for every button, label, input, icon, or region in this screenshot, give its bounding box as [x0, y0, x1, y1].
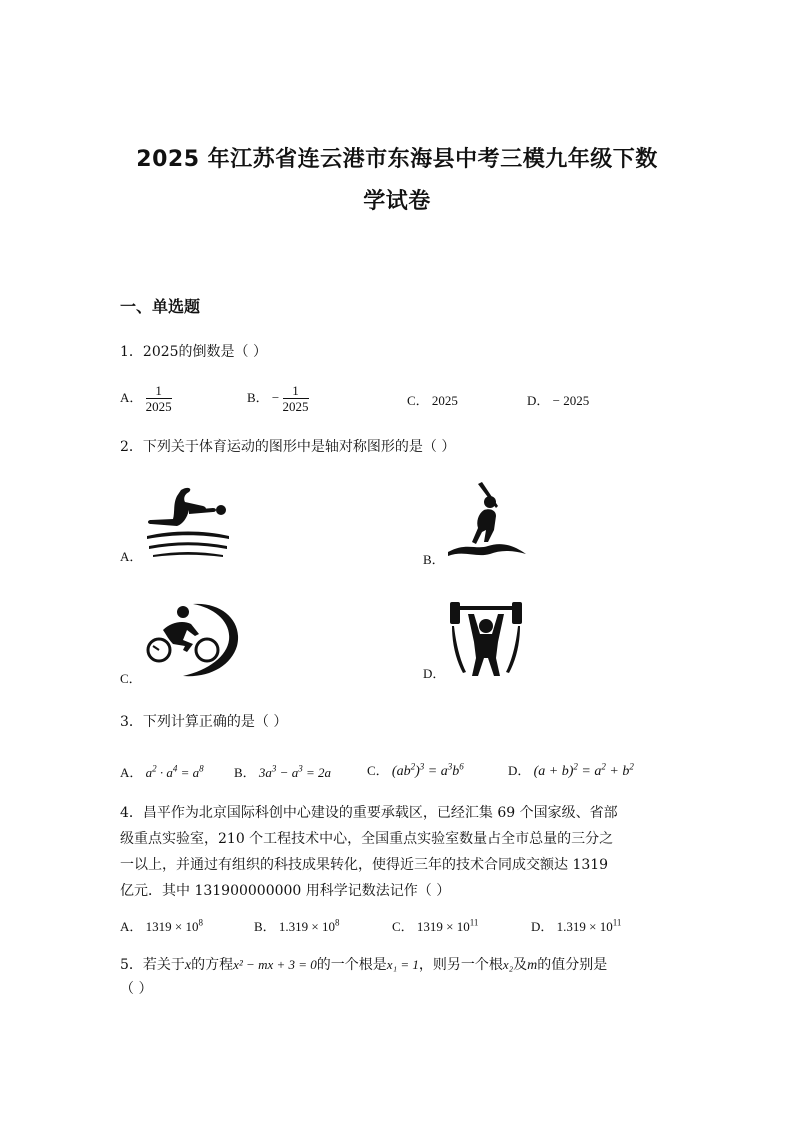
weightlifter-icon [446, 600, 526, 680]
option-value: − 2025 [552, 393, 590, 408]
option-label: D． [527, 393, 550, 408]
option-expression: $(ab^2)^3 = a^3b^6$ [391, 761, 464, 779]
question-2-stem: 2．下列关于体育运动的图形中是轴对称图形的是（ ） [120, 439, 456, 455]
question-1-option-b[interactable] [247, 384, 309, 414]
question-1-option-d[interactable] [527, 390, 589, 409]
option-label: B． [254, 919, 276, 934]
volleyball-player-icon [143, 484, 233, 560]
exam-title-line1: 2025 年江苏省连云港市东海县中考三模九年级下数 [136, 147, 658, 172]
variable-x: x [184, 958, 192, 973]
question-5-text: 及 [513, 957, 528, 973]
option-label: D． [508, 763, 531, 778]
question-3-option-b[interactable] [234, 762, 331, 781]
exam-title-line2: 学试卷 [363, 189, 431, 214]
cyclist-icon [143, 600, 243, 680]
golfer-icon [446, 480, 528, 562]
question-2-option-c-label[interactable]: C． [120, 671, 142, 686]
variable-x2: x₂ [502, 957, 514, 972]
fraction [283, 384, 309, 414]
option-expression: $3a^3 - a^3 = 2a$ [258, 763, 331, 780]
equation: x² − mx + 3 = 0 [233, 957, 317, 972]
question-4-option-b[interactable] [254, 916, 340, 935]
option-exponent: 11 [612, 917, 622, 928]
option-label: B． [234, 765, 256, 780]
fraction-denominator: 2025 [145, 399, 172, 414]
question-4-line: 级重点实验室，210 个工程技术中心，全国重点实验室数量占全市总量的三分之 [120, 831, 614, 847]
question-5-text: 的一个根是 [316, 957, 387, 973]
option-value: 1319 × 10 [416, 919, 470, 934]
option-label: D． [531, 919, 554, 934]
option-value: 1319 × 10 [145, 919, 199, 934]
fraction-numerator: 1 [283, 384, 309, 399]
variable-m: m [527, 958, 538, 973]
question-4-option-c[interactable] [392, 916, 478, 935]
question-3-option-a[interactable] [120, 762, 204, 781]
question-1-option-c[interactable] [407, 390, 458, 409]
option-label: B． [247, 389, 269, 405]
option-exponent: 11 [469, 917, 479, 928]
option-label: A． [120, 765, 143, 780]
option-value: 1.319 × 10 [278, 919, 336, 934]
question-1-option-a[interactable] [120, 384, 172, 414]
fraction-denominator: 2025 [282, 399, 309, 414]
question-4-option-d[interactable] [531, 916, 621, 935]
root-value: x₁ = 1 [386, 957, 419, 972]
question-5-stem [120, 952, 607, 979]
question-5-text: 的值分别是 [537, 957, 608, 973]
question-2-option-a-label[interactable]: A． [120, 549, 143, 564]
option-exponent: 8 [335, 917, 340, 928]
fraction [146, 384, 172, 414]
question-3-stem: 3．下列计算正确的是（ ） [120, 714, 288, 730]
option-label: C． [407, 393, 429, 408]
question-2-option-d-label[interactable]: D． [423, 666, 446, 681]
option-label: A． [120, 389, 143, 405]
option-label: C． [367, 763, 389, 778]
question-4-line: 4．昌平作为北京国际科创中心建设的重要承载区，已经汇集 69 个国家级、省部 [120, 805, 618, 821]
option-label: A． [120, 919, 143, 934]
option-value: 1.319 × 10 [556, 919, 613, 934]
section-heading: 一、单选题 [120, 297, 201, 316]
question-4-line: 亿元．其中 131900000000 用科学记数法记作（ ） [120, 883, 451, 899]
option-expression: $(a + b)^2 = a^2 + b^2$ [533, 761, 634, 779]
question-5-parentheses: （ ） [120, 981, 153, 997]
question-5-text: ，则另一个根 [418, 957, 503, 973]
minus-sign: − [271, 389, 280, 405]
question-4-stem [120, 800, 676, 904]
question-1-stem: 1．2025的倒数是（ ） [120, 344, 267, 360]
question-4-line: 一以上，并通过有组织的科技成果转化，使得近三年的技术合同成交额达 1319 [120, 857, 609, 873]
option-expression: $a^2 \cdot a^4 = a^8$ [145, 763, 204, 780]
option-label: C． [392, 919, 414, 934]
option-exponent: 8 [198, 917, 203, 928]
fraction-numerator: 1 [146, 384, 172, 399]
question-5-text: 5．若关于 [120, 957, 185, 973]
question-3-option-c[interactable] [367, 760, 464, 780]
question-2-option-b-label[interactable]: B． [423, 552, 445, 567]
question-4-option-a[interactable] [120, 916, 203, 935]
question-3-option-d[interactable] [508, 760, 634, 780]
question-5-text: 的方程 [191, 957, 234, 973]
option-value: 2025 [431, 393, 458, 408]
